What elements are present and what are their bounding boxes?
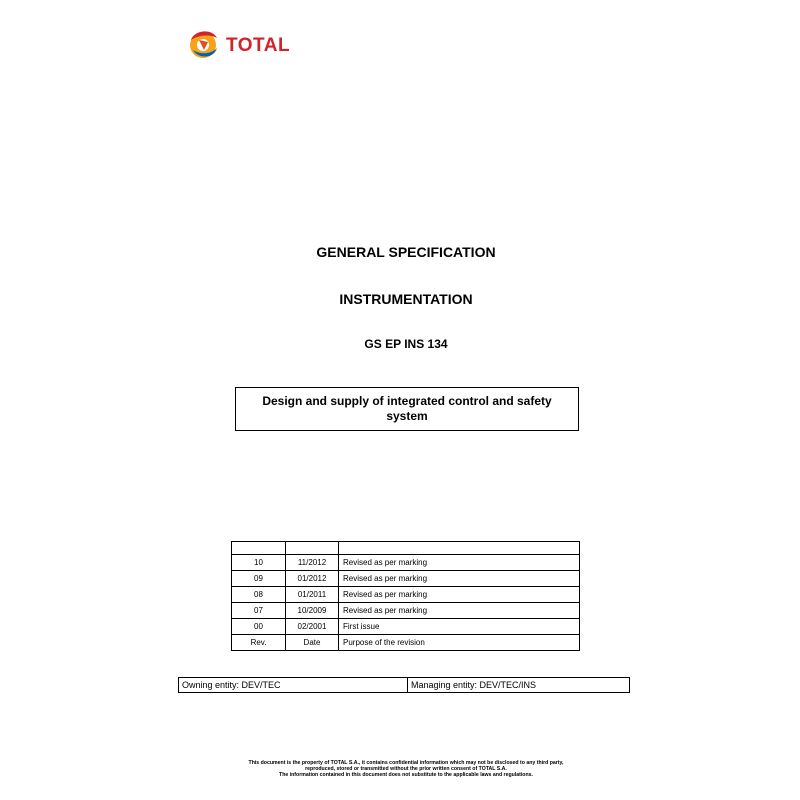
doc-type-title: GENERAL SPECIFICATION — [316, 244, 496, 260]
entity-table — [178, 677, 630, 693]
revision-header-row — [232, 635, 580, 651]
subject-box — [235, 387, 579, 431]
total-logo-icon — [186, 26, 222, 62]
date-header: Date — [286, 635, 339, 651]
owning-entity: Owning entity: DEV/TEC — [179, 678, 408, 693]
doc-reference: GS EP INS 134 — [364, 337, 448, 351]
revision-row — [232, 603, 580, 619]
purpose-cell: Revised as per marking — [339, 555, 580, 571]
revision-empty-row — [232, 542, 580, 555]
discipline-title: INSTRUMENTATION — [339, 291, 473, 307]
date-cell: 01/2011 — [286, 587, 339, 603]
footer-line: reproduced, stored or transmitted without the prior written consent of TOTAL S.A. — [305, 766, 507, 772]
purpose-header: Purpose of the revision — [339, 635, 580, 651]
confidentiality-notice — [0, 760, 800, 778]
rev-header: Rev. — [232, 635, 286, 651]
rev-cell: 09 — [232, 571, 286, 587]
footer-line: The information contained in this document does not substitute to the applicable laws and regulations. — [279, 772, 533, 778]
rev-cell: 07 — [232, 603, 286, 619]
revision-table — [231, 541, 580, 651]
purpose-cell: Revised as per marking — [339, 571, 580, 587]
date-cell: 01/2012 — [286, 571, 339, 587]
total-logo — [186, 26, 306, 66]
date-cell: 11/2012 — [286, 555, 339, 571]
rev-cell: 00 — [232, 619, 286, 635]
managing-entity: Managing entity: DEV/TEC/INS — [408, 678, 630, 693]
logo-wordmark: TOTAL — [226, 35, 291, 56]
entity-row — [179, 678, 630, 693]
rev-cell: 10 — [232, 555, 286, 571]
subject-text: Design and supply of integrated control and safety system — [262, 394, 552, 423]
revision-row — [232, 587, 580, 603]
date-cell: 10/2009 — [286, 603, 339, 619]
date-cell: 02/2001 — [286, 619, 339, 635]
revision-row — [232, 555, 580, 571]
purpose-cell: Revised as per marking — [339, 603, 580, 619]
rev-cell: 08 — [232, 587, 286, 603]
purpose-cell: First issue — [339, 619, 580, 635]
purpose-cell: Revised as per marking — [339, 587, 580, 603]
footer-line: This document is the property of TOTAL S.A., it contains confidential information which may not be disclosed to any third party, — [248, 760, 564, 766]
revision-row — [232, 619, 580, 635]
revision-row — [232, 571, 580, 587]
